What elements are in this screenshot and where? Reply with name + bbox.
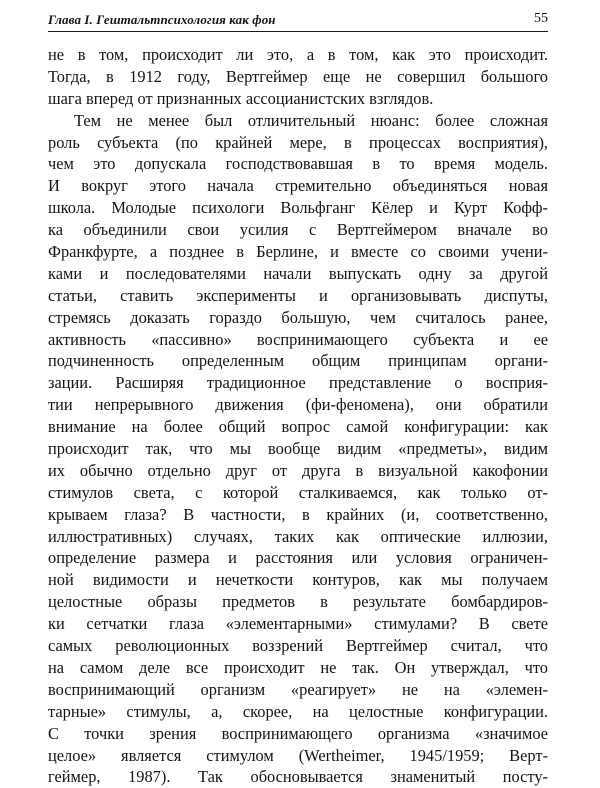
chapter-running-title: Глава I. Гештальтпсихология как фон — [48, 12, 276, 27]
text-line: ной видимости и нечеткости контуров, как мы получаем — [48, 570, 548, 590]
text-line: внимание на более общий вопрос самой конфигурации: как — [48, 417, 548, 437]
text-line: воспринимающий организм «реагирует» не на «элемен- — [48, 679, 548, 699]
text-line: роль субъекта (по крайней мере, в процессах восприятия), — [48, 132, 548, 152]
text-line: целостные образы предметов в результате бомбардиров- — [48, 592, 548, 612]
text-line: Франкфурте, а позднее в Берлине, и вместе со своими учени- — [48, 242, 548, 262]
text-line: ки сетчатки глаза «элементарными» стимулами? В свете — [48, 614, 548, 634]
running-header — [48, 9, 548, 32]
text-line: зации. Расширяя традиционное представление о восприя- — [48, 373, 548, 393]
text-line: чем это допускала господствовавшая в то время модель. — [48, 154, 548, 174]
text-line: школа. Молодые психологи Вольфганг Кёлер и Курт Кофф- — [48, 198, 548, 218]
text-line: С точки зрения воспринимающего организма «значимое — [48, 723, 548, 743]
text-line: геймер, 1987). Так обосновывается знаменитый посту- — [48, 767, 548, 787]
text-line: целое» является стимулом (Wertheimer, 1945/1959; Верт- — [48, 745, 548, 765]
text-line: И вокруг этого начала стремительно объединяться новая — [48, 176, 548, 196]
text-line: происходит так, что мы вообще видим «предметы», видим — [48, 439, 548, 459]
text-line: на самом деле все происходит не так. Он утверждал, что — [48, 657, 548, 677]
text-line: стремясь доказать гораздо большую, чем считалось ранее, — [48, 307, 548, 327]
text-line: самых революционных воззрений Вертгеймер считал, что — [48, 636, 548, 656]
text-line: Тем не менее был отличительный нюанс: более сложная — [74, 110, 548, 130]
text-line: не в том, происходит ли это, а в том, как это происходит. — [48, 45, 548, 64]
text-line: ка объединили свои усилия с Вертгеймером вначале во — [48, 220, 548, 240]
text-line: стимулов света, с которой сталкиваемся, как только от- — [48, 482, 548, 502]
text-line: крываем глаза? В частности, в крайних (и, соответственно, — [48, 504, 548, 524]
text-line: определение размера и расстояния или условия ограничен- — [48, 548, 548, 568]
text-line: их обычно отдельно друг от друга в визуальной какофонии — [48, 460, 548, 480]
body-text — [48, 44, 548, 788]
text-line: тии непрерывного движения (фи-феномена), они обратили — [48, 395, 548, 415]
text-line: Тогда, в 1912 году, Вертгеймер еще не совершил большого — [48, 66, 548, 86]
page-number: 55 — [534, 11, 548, 26]
text-line: шага вперед от признанных ассоцианистских взглядов. — [48, 88, 434, 108]
text-line: иллюстративных) случаях, таких как оптические иллюзии, — [48, 526, 548, 546]
text-line: подчиненность определенным общим принципам органи- — [48, 351, 548, 371]
text-line: тарные» стимулы, а, скорее, на целостные конфигурации. — [48, 701, 548, 721]
text-line: ками и последователями начали выпускать одну за другой — [48, 263, 548, 283]
text-line: статьи, ставить эксперименты и организовывать диспуты, — [48, 285, 548, 305]
text-line: активность «пассивно» воспринимающего субъекта и ее — [48, 329, 548, 349]
